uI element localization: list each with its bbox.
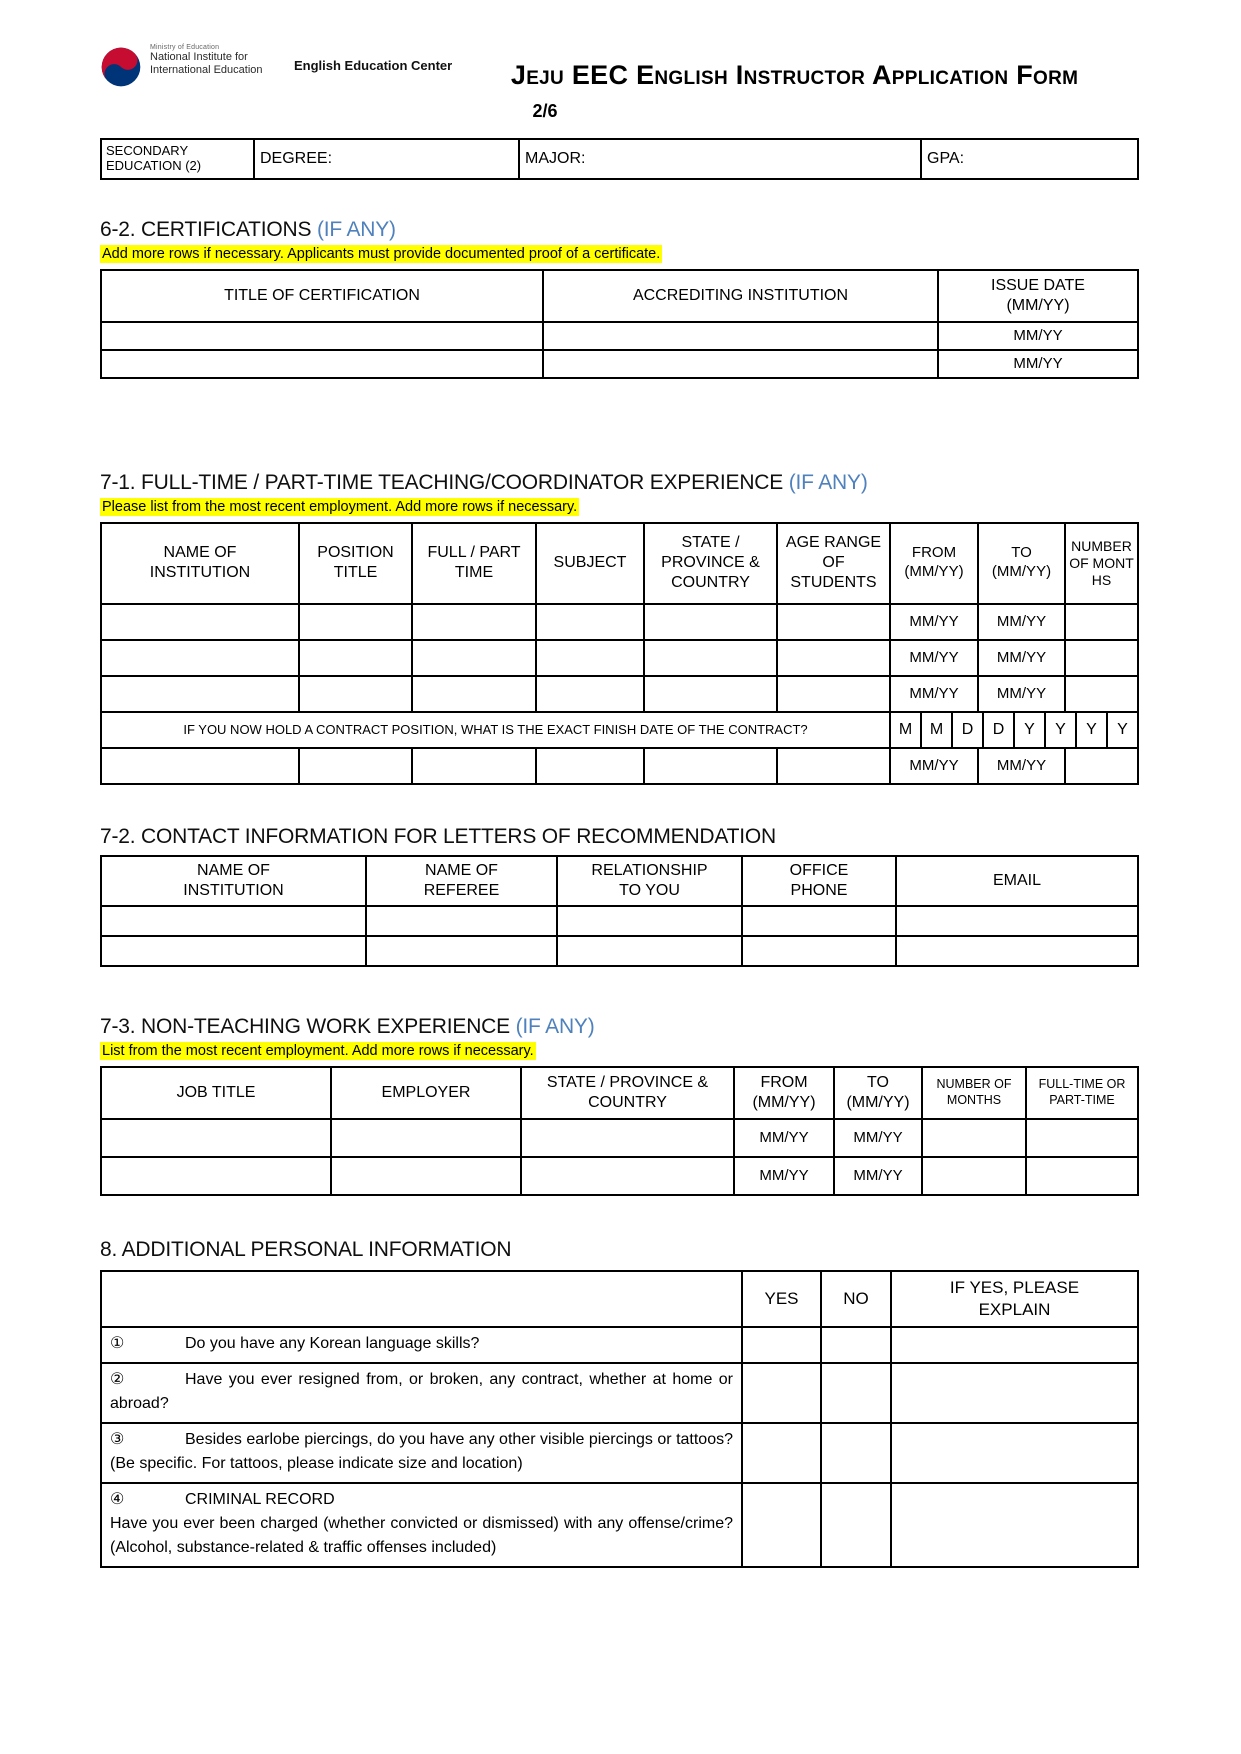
recommendation-table xyxy=(100,855,1139,967)
col-if-yes-explain: IF YES, PLEASE EXPLAIN xyxy=(891,1271,1138,1327)
state-cell[interactable] xyxy=(644,748,777,784)
to-date-cell[interactable]: MM/YY xyxy=(834,1157,922,1195)
months-cell[interactable] xyxy=(1065,640,1138,676)
state-cell[interactable] xyxy=(644,676,777,712)
email-cell[interactable] xyxy=(896,936,1138,966)
yes-cell[interactable] xyxy=(742,1363,821,1423)
masthead xyxy=(100,44,1137,91)
to-date-cell[interactable]: MM/YY xyxy=(978,676,1065,712)
col-name-of-institution: NAME OF INSTITUTION xyxy=(101,856,366,906)
heading-text: 7-3. NON-TEACHING WORK EXPERIENCE xyxy=(100,1014,510,1038)
office-phone-cell[interactable] xyxy=(742,906,896,936)
experience-row xyxy=(101,604,1138,640)
from-date-cell[interactable]: MM/YY xyxy=(890,604,978,640)
if-any-suffix: (IF ANY) xyxy=(316,218,396,241)
col-from: FROM (MM/YY) xyxy=(734,1067,834,1119)
subject-cell[interactable] xyxy=(536,676,644,712)
job-title-cell[interactable] xyxy=(101,1157,331,1195)
job-row xyxy=(101,1119,1138,1157)
subject-cell[interactable] xyxy=(536,640,644,676)
non-teaching-table xyxy=(100,1066,1139,1196)
position-cell[interactable] xyxy=(299,748,412,784)
question-row xyxy=(101,1327,1138,1363)
yes-cell[interactable] xyxy=(742,1483,821,1567)
teaching-note: Please list from the most recent employment. Add more rows if necessary. xyxy=(102,498,578,515)
col-yes: YES xyxy=(742,1271,821,1327)
if-any-suffix: (IF ANY) xyxy=(515,1014,595,1038)
full-part-cell[interactable] xyxy=(1026,1119,1138,1157)
office-phone-cell[interactable] xyxy=(742,936,896,966)
heading-text: 7-1. FULL-TIME / PART-TIME TEACHING/COORDINATOR EXPERIENCE xyxy=(100,470,784,494)
no-cell[interactable] xyxy=(821,1423,891,1483)
secondary-education-label: SECONDARY EDUCATION (2) xyxy=(101,139,254,179)
section-non-teaching-experience xyxy=(100,1015,1137,1196)
from-date-cell[interactable]: MM/YY xyxy=(890,748,978,784)
col-relationship: RELATIONSHIP TO YOU xyxy=(557,856,742,906)
position-cell[interactable] xyxy=(299,604,412,640)
section-recommendation-contacts xyxy=(100,825,1137,967)
col-from: FROM (MM/YY) xyxy=(890,523,978,604)
question-text: CRIMINAL RECORD xyxy=(185,1490,335,1508)
accrediting-institution-cell[interactable] xyxy=(543,350,938,378)
months-cell[interactable] xyxy=(922,1119,1026,1157)
major-field[interactable]: MAJOR: xyxy=(519,139,921,179)
from-date-cell[interactable]: MM/YY xyxy=(890,676,978,712)
position-cell[interactable] xyxy=(299,640,412,676)
explain-cell[interactable] xyxy=(891,1423,1138,1483)
contract-date-boxes xyxy=(890,712,1138,748)
contract-date-box-d2[interactable]: D xyxy=(982,713,1013,747)
state-cell[interactable] xyxy=(644,640,777,676)
section-8-heading: 8. ADDITIONAL PERSONAL INFORMATION xyxy=(100,1237,512,1261)
question-row xyxy=(101,1423,1138,1483)
header-row xyxy=(101,523,1138,604)
col-subject: SUBJECT xyxy=(536,523,644,604)
to-date-cell[interactable]: MM/YY xyxy=(834,1119,922,1157)
certifications-note: Add more rows if necessary. Applicants must provide documented proof of a certificate. xyxy=(102,246,661,262)
subject-cell[interactable] xyxy=(536,748,644,784)
col-full-part-time: FULL / PART TIME xyxy=(412,523,536,604)
if-any-suffix: (IF ANY) xyxy=(788,470,868,494)
certifications-table xyxy=(100,269,1139,379)
full-part-cell[interactable] xyxy=(412,604,536,640)
employer-cell[interactable] xyxy=(331,1157,521,1195)
section-7-1-heading xyxy=(100,471,1137,495)
col-name-of-institution: NAME OF INSTITUTION xyxy=(101,523,299,604)
question-cell xyxy=(101,1423,742,1483)
issue-date-cell[interactable]: MM/YY xyxy=(938,322,1138,350)
col-position-title: POSITION TITLE xyxy=(299,523,412,604)
col-issue-date: ISSUE DATE (MM/YY) xyxy=(938,270,1138,322)
yes-cell[interactable] xyxy=(742,1327,821,1363)
full-part-cell[interactable] xyxy=(412,676,536,712)
state-cell[interactable] xyxy=(644,604,777,640)
explain-cell[interactable] xyxy=(891,1363,1138,1423)
col-job-title: JOB TITLE xyxy=(101,1067,331,1119)
referee-cell[interactable] xyxy=(366,906,557,936)
gpa-field[interactable]: GPA: xyxy=(921,139,1138,179)
section-additional-info xyxy=(100,1238,1137,1568)
col-state-province-country: STATE / PROVINCE & COUNTRY xyxy=(644,523,777,604)
to-date-cell[interactable]: MM/YY xyxy=(978,640,1065,676)
ministry-label: Ministry of Education xyxy=(150,44,220,51)
col-state-province-country: STATE / PROVINCE & COUNTRY xyxy=(521,1067,734,1119)
yes-cell[interactable] xyxy=(742,1423,821,1483)
col-number-of-months: NUMBER OF MONTHS xyxy=(1065,523,1138,604)
english-education-center-label: English Education Center xyxy=(294,58,453,73)
col-no: NO xyxy=(821,1271,891,1327)
question-text: Have you ever resigned from, or broken, any contract, whether at home or abroad? xyxy=(110,1370,733,1412)
col-full-time-or-part-time: FULL-TIME OR PART-TIME xyxy=(1026,1067,1138,1119)
institute-line1: National Institute for xyxy=(150,51,248,63)
position-cell[interactable] xyxy=(299,676,412,712)
col-employer: EMPLOYER xyxy=(331,1067,521,1119)
header-row xyxy=(101,1271,1138,1327)
question-number: ② xyxy=(110,1370,125,1388)
contract-date-box-m1[interactable]: M xyxy=(898,720,913,738)
institution-cell[interactable] xyxy=(101,676,299,712)
question-body: Have you ever been charged (whether convicted or dismissed) with any offense/crime? (Alcohol, substance-related & traffic offenses included) xyxy=(110,1514,733,1556)
col-title-of-certification: TITLE OF CERTIFICATION xyxy=(101,270,543,322)
question-row xyxy=(101,1363,1138,1423)
no-cell[interactable] xyxy=(821,1483,891,1567)
state-cell[interactable] xyxy=(521,1119,734,1157)
non-teaching-note: List from the most recent employment. Add more rows if necessary. xyxy=(102,1042,534,1059)
referee-row xyxy=(101,936,1138,966)
question-row xyxy=(101,1483,1138,1567)
question-number: ④ xyxy=(110,1490,125,1508)
table-row xyxy=(101,139,1138,179)
secondary-education-table xyxy=(100,138,1139,180)
question-cell xyxy=(101,1483,742,1567)
experience-row xyxy=(101,676,1138,712)
col-number-of-months: NUMBER OF MONTHS xyxy=(922,1067,1026,1119)
full-part-cell[interactable] xyxy=(412,748,536,784)
question-cell xyxy=(101,1327,742,1363)
no-cell[interactable] xyxy=(821,1327,891,1363)
to-date-cell[interactable]: MM/YY xyxy=(978,604,1065,640)
contract-date-box-y2[interactable]: Y xyxy=(1044,713,1075,747)
teaching-experience-table xyxy=(100,522,1139,785)
relationship-cell[interactable] xyxy=(557,906,742,936)
additional-info-table xyxy=(100,1270,1139,1568)
from-date-cell[interactable]: MM/YY xyxy=(734,1157,834,1195)
contract-date-box-y1[interactable]: Y xyxy=(1013,713,1044,747)
header-row xyxy=(101,270,1138,322)
institution-cell[interactable] xyxy=(101,748,299,784)
months-cell[interactable] xyxy=(1065,604,1138,640)
relationship-cell[interactable] xyxy=(557,936,742,966)
question-cell xyxy=(101,1363,742,1423)
institution-cell[interactable] xyxy=(101,936,366,966)
section-7-2-heading: 7-2. CONTACT INFORMATION FOR LETTERS OF RECOMMENDATION xyxy=(100,824,776,848)
question-text: Do you have any Korean language skills? xyxy=(185,1334,480,1352)
contract-question: IF YOU NOW HOLD A CONTRACT POSITION, WHAT IS THE EXACT FINISH DATE OF THE CONTRACT? xyxy=(101,712,890,748)
to-date-cell[interactable]: MM/YY xyxy=(978,748,1065,784)
section-6-2-heading xyxy=(100,218,1137,242)
no-cell[interactable] xyxy=(821,1363,891,1423)
col-to: TO (MM/YY) xyxy=(978,523,1065,604)
state-cell[interactable] xyxy=(521,1157,734,1195)
section-7-3-heading xyxy=(100,1015,1137,1039)
question-number: ③ xyxy=(110,1430,125,1448)
cert-row xyxy=(101,322,1138,350)
age-range-cell[interactable] xyxy=(777,604,890,640)
subject-cell[interactable] xyxy=(536,604,644,640)
ministry-emblem-icon xyxy=(100,46,142,88)
header-row xyxy=(101,1067,1138,1119)
from-date-cell[interactable]: MM/YY xyxy=(890,640,978,676)
degree-field[interactable]: DEGREE: xyxy=(254,139,519,179)
explain-cell[interactable] xyxy=(891,1327,1138,1363)
col-accrediting-institution: ACCREDITING INSTITUTION xyxy=(543,270,938,322)
agency-name-block xyxy=(150,44,270,77)
months-cell[interactable] xyxy=(1065,748,1138,784)
heading-text: 6-2. CERTIFICATIONS xyxy=(100,218,312,241)
age-range-cell[interactable] xyxy=(777,748,890,784)
institute-line2: International Education xyxy=(150,64,263,77)
referee-cell[interactable] xyxy=(366,936,557,966)
question-text: Besides earlobe piercings, do you have any other visible piercings or tattoos? (Be specific. For tattoos, please indicate size and location) xyxy=(110,1430,733,1472)
contract-date-box-y4[interactable]: Y xyxy=(1106,713,1137,747)
contract-date-box-y3[interactable]: Y xyxy=(1075,713,1106,747)
full-part-cell[interactable] xyxy=(412,640,536,676)
section-certifications xyxy=(100,218,1137,379)
col-age-range: AGE RANGE OF STUDENTS xyxy=(777,523,890,604)
months-cell[interactable] xyxy=(922,1157,1026,1195)
document-title: Jeju EEC English Instructor Application Form xyxy=(510,60,1079,90)
accrediting-institution-cell[interactable] xyxy=(543,322,938,350)
job-title-cell[interactable] xyxy=(101,1119,331,1157)
institution-cell[interactable] xyxy=(101,604,299,640)
contract-date-box-m2[interactable]: M xyxy=(920,713,951,747)
section-teaching-experience xyxy=(100,471,1137,785)
question-header-empty xyxy=(101,1271,742,1327)
contract-row xyxy=(101,712,1138,748)
from-date-cell[interactable]: MM/YY xyxy=(734,1119,834,1157)
institution-cell[interactable] xyxy=(101,906,366,936)
issue-date-cell[interactable]: MM/YY xyxy=(938,350,1138,378)
contract-date-box-d1[interactable]: D xyxy=(951,713,982,747)
certification-title-cell[interactable] xyxy=(101,350,543,378)
months-cell[interactable] xyxy=(1065,676,1138,712)
institution-cell[interactable] xyxy=(101,640,299,676)
job-row xyxy=(101,1157,1138,1195)
col-to: TO (MM/YY) xyxy=(834,1067,922,1119)
cert-row xyxy=(101,350,1138,378)
full-part-cell[interactable] xyxy=(1026,1157,1138,1195)
header-row xyxy=(101,856,1138,906)
employer-cell[interactable] xyxy=(331,1119,521,1157)
experience-row xyxy=(101,640,1138,676)
certification-title-cell[interactable] xyxy=(101,322,543,350)
col-name-of-referee: NAME OF REFEREE xyxy=(366,856,557,906)
referee-row xyxy=(101,906,1138,936)
age-range-cell[interactable] xyxy=(777,676,890,712)
question-number: ① xyxy=(110,1334,125,1352)
explain-cell[interactable] xyxy=(891,1483,1138,1567)
experience-row xyxy=(101,748,1138,784)
email-cell[interactable] xyxy=(896,906,1138,936)
age-range-cell[interactable] xyxy=(777,640,890,676)
col-office-phone: OFFICE PHONE xyxy=(742,856,896,906)
page-number: 2/6 xyxy=(532,101,558,121)
col-email: EMAIL xyxy=(896,856,1138,906)
